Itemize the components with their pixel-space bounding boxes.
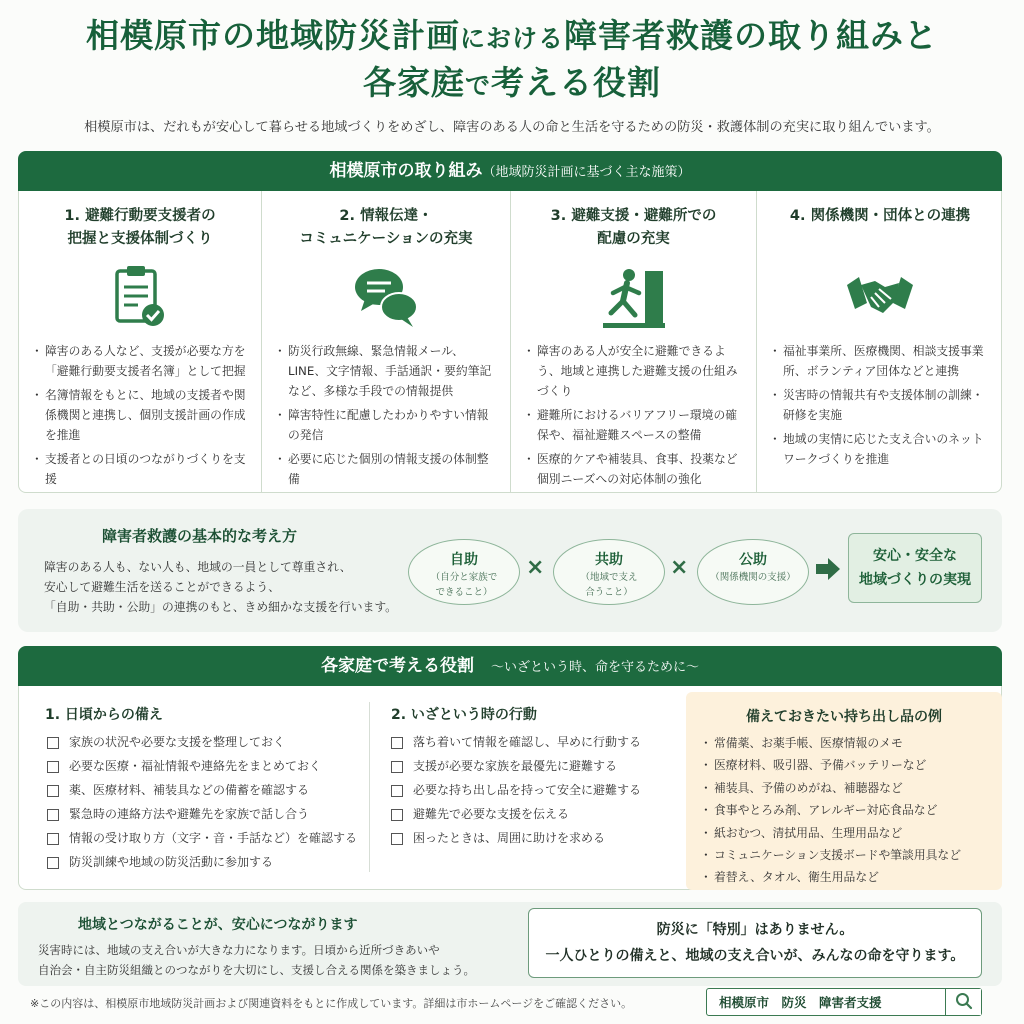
title-line-1: 相模原市の地域防災計画における障害者救護の取り組みと — [85, 16, 938, 55]
effort-list-4 — [773, 341, 993, 473]
list-item: ・ 避難所におけるバリアフリー環境の確保や、福祉避難スペースの整備 — [527, 405, 746, 445]
checklist-item: 家族の状況や必要な支援を整理しておく — [47, 730, 357, 754]
list-item: ・ 医療的ケアや補装具、食事、投薬など個別ニーズへの対応体制の強化 — [527, 449, 746, 489]
supplies-box — [686, 692, 1002, 890]
right-arrow-icon — [816, 557, 840, 581]
list-item: ・ 補装具、予備のめがね、補聴器など — [704, 777, 961, 799]
checklist-item: 必要な医療・福祉情報や連絡先をまとめておく — [47, 754, 357, 778]
clipboard-check-icon — [105, 263, 175, 331]
effort-title-3: 3. 避難支援・避難所での 配慮の充実 — [550, 208, 717, 247]
daily-prep-title: 1. 日頃からの備え — [45, 707, 163, 723]
emergency-action-title: 2. いざという時の行動 — [391, 707, 537, 723]
daily-prep-checklist — [47, 730, 357, 874]
checklist-item: 支援が必要な家族を最優先に避難する — [391, 754, 641, 778]
list-item: ・ 名簿情報をもとに、地域の支援者や関係機関と連携し、個別支援計画の作成を推進 — [35, 385, 251, 445]
list-item: ・ コミュニケーション支援ボードや筆談用具など — [704, 844, 961, 866]
list-item: ・ 災害時の情報共有や支援体制の訓練・研修を実施 — [773, 385, 993, 425]
effort-column-2 — [262, 191, 511, 492]
community-panel — [18, 902, 1002, 986]
basic-concept-title: 障害者救護の基本的な考え方 — [102, 527, 298, 545]
message-box: 防災に「特別」はありません。 一人ひとりの備えと、地域の支え合いが、みんなの命を守ります。 — [528, 908, 982, 978]
list-item: ・ 常備薬、お薬手帳、医療情報のメモ — [704, 732, 961, 754]
basic-concept-text: 障害のある人も、ない人も、地域の一員として尊重され、 安心して避難生活を送ることができるよう、 「自助・共助・公助」の連携のもと、きめ細かな支援を行います。 — [44, 560, 397, 614]
list-item: ・ 福祉事業所、医療機関、相談支援事業所、ボランティア団体などと連携 — [773, 341, 993, 381]
checklist-item: 薬、医療材料、補装具などの備蓄を確認する — [47, 778, 357, 802]
list-item: ・ 紙おむつ、清拭用品、生理用品など — [704, 822, 961, 844]
page-title — [0, 14, 1024, 108]
search-box — [706, 988, 982, 1016]
self-help-oval: 自助 （自分と家族で できること） — [408, 539, 520, 605]
list-item: ・ 防災行政無線、緊急情報メール、LINE、文字情報、手話通訳・要約筆記など、多様な手段での情報提供 — [278, 341, 500, 401]
checklist-item: 緊急時の連絡方法や避難先を家族で話し合う — [47, 802, 357, 826]
list-item: ・ 支援者との日頃のつながりづくりを支援 — [35, 449, 251, 489]
search-button[interactable] — [945, 989, 981, 1015]
roles-header: 各家庭で考える役割 〜いざという時、命を守るために〜 — [18, 646, 1002, 686]
list-item: ・ 障害のある人が安全に避難できるよう、地域と連携した避難支援の仕組みづくり — [527, 341, 746, 401]
times-sign: × — [526, 555, 545, 580]
effort-list-3 — [527, 341, 746, 493]
intro-text: 相模原市は、だれもが安心して暮らせる地域づくりをめざし、障害のある人の命と生活を守るための防災・救護体制の充実に取り組んでいます。 — [84, 120, 940, 135]
checklist-item: 困ったときは、周囲に助けを求める — [391, 826, 641, 850]
community-text: 災害時には、地域の支え合いが大きな力になります。日頃から近所づきあいや 自治会・自主防災組織とのつながりを大切にし、支援し合える関係を築きましょう。 — [38, 943, 475, 977]
footnote: ※この内容は、相模原市地域防災計画および関連資料をもとに作成しています。詳細は市ホームページをご確認ください。 — [30, 997, 633, 1010]
checklist-item: 避難先で必要な支援を伝える — [391, 802, 641, 826]
effort-title-2: 2. 情報伝達・ コミュニケーションの充実 — [299, 208, 473, 247]
efforts-panel — [18, 191, 1002, 493]
list-item: ・ 必要に応じた個別の情報支援の体制整備 — [278, 449, 500, 489]
supplies-title: 備えておきたい持ち出し品の例 — [746, 709, 942, 725]
effort-column-4 — [757, 191, 1003, 492]
emergency-action-checklist — [391, 730, 641, 850]
list-item: ・ 医療材料、吸引器、予備バッテリーなど — [704, 754, 961, 776]
search-icon — [955, 992, 973, 1010]
effort-title-1: 1. 避難行動要支援者の 把握と支援体制づくり — [64, 208, 216, 247]
title-line-2: 各家庭で考える役割 — [362, 63, 661, 102]
list-item: ・ 障害特性に配慮したわかりやすい情報の発信 — [278, 405, 500, 445]
effort-title-4: 4. 関係機関・団体との連携 — [789, 208, 971, 224]
checklist-item: 必要な持ち出し品を持って安全に避難する — [391, 778, 641, 802]
checklist-item: 情報の受け取り方（文字・音・手話など）を確認する — [47, 826, 357, 850]
checklist-item: 防災訓練や地域の防災活動に参加する — [47, 850, 357, 874]
mutual-help-oval: 共助 （地域で支え 合うこと） — [553, 539, 665, 605]
times-sign: × — [670, 555, 689, 580]
effort-column-3 — [511, 191, 757, 492]
community-title: 地域とつながることが、安心につながります — [78, 917, 358, 933]
list-item: ・ 障害のある人など、支援が必要な方を「避難行動要支援者名簿」として把握 — [35, 341, 251, 381]
handshake-icon — [845, 263, 915, 331]
list-item: ・ 食事やとろみ剤、アレルギー対応食品など — [704, 799, 961, 821]
efforts-header: 相模原市の取り組み（地域防災計画に基づく主な施策） — [18, 151, 1002, 191]
supplies-list — [704, 732, 961, 889]
divider — [369, 702, 370, 872]
public-help-oval: 公助 （関係機関の支援） — [697, 539, 809, 605]
list-item: ・ 地域の実情に応じた支え合いのネットワークづくりを推進 — [773, 429, 993, 469]
effort-list-2 — [278, 341, 500, 493]
search-input[interactable] — [707, 989, 945, 1015]
checklist-item: 落ち着いて情報を確認し、早めに行動する — [391, 730, 641, 754]
basic-concept-panel — [18, 509, 1002, 632]
goal-box: 安心・安全な 地域づくりの実現 — [848, 533, 982, 603]
effort-list-1 — [35, 341, 251, 493]
effort-column-1 — [19, 191, 262, 492]
speech-bubbles-icon — [351, 263, 421, 331]
list-item: ・ 着替え、タオル、衛生用品など — [704, 866, 961, 888]
evacuation-exit-icon — [599, 263, 669, 331]
